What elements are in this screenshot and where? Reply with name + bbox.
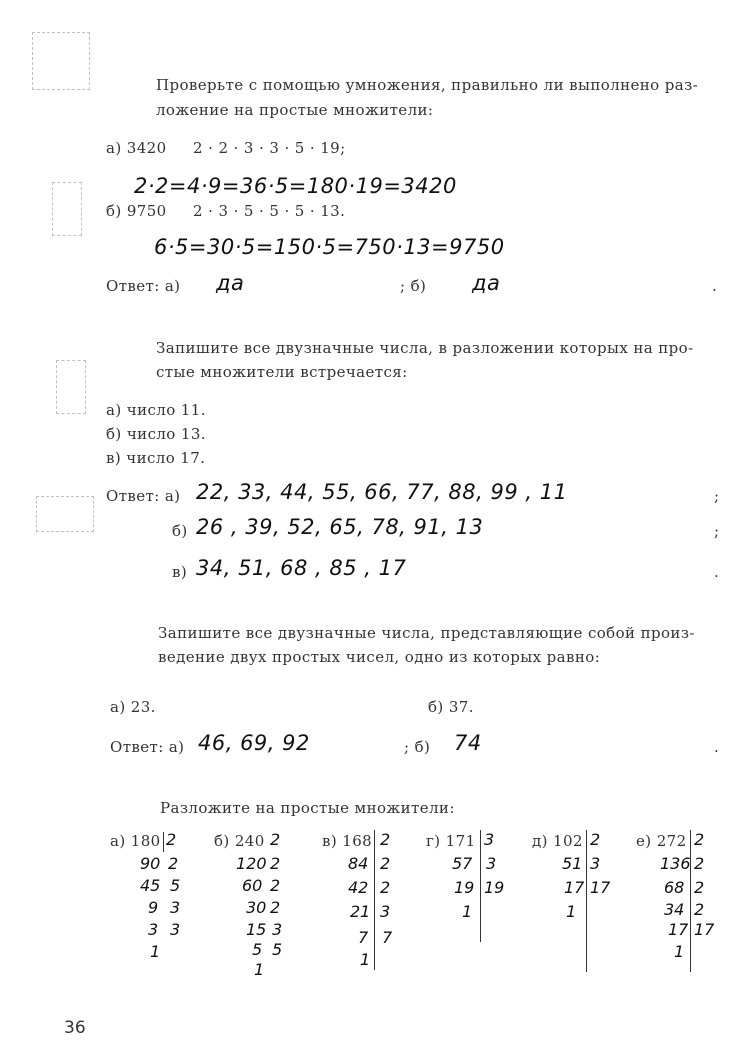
factor-divisor: 17 [590,878,611,897]
factor-column-label: г) 171 [426,832,476,850]
factor-quotient: 45 [140,876,161,895]
factor-divisor: 5 [170,876,181,895]
factor-divisor: 17 [694,920,715,939]
factor-divisor: 2 [380,854,391,873]
task1-answer-a: да [216,271,245,295]
task2-answer-b: 26 , 39, 52, 65, 78, 91, 13 [196,515,484,539]
task1-a-expression: 2 · 2 · 3 · 3 · 5 · 19; [193,139,346,157]
factor-quotient: 1 [360,950,371,969]
factor-column-label: б) 240 [214,832,265,850]
factor-divisor: 3 [170,898,181,917]
factor-quotient: 9 [148,898,159,917]
factor-divisor: 2 [694,878,705,897]
task1-b-label: б) 9750 [106,202,167,220]
page-number: 36 [64,1018,86,1038]
task1-b-handwritten-check: 6·5=30·5=150·5=750·13=9750 [154,235,505,259]
margin-icon-lower [56,360,86,414]
factor-quotient: 17 [564,878,585,897]
task2-answer-c-end: . [714,563,720,581]
task1-answer-separator: ; б) [400,277,427,295]
factor-divider-line [163,832,164,852]
task1-answer-label: Ответ: а) [106,277,181,295]
factor-quotient: 21 [350,902,371,921]
task1-title-line2: ложение на простые множители: [156,101,434,119]
factor-first-divisor: 2 [694,830,705,849]
factor-quotient: 30 [246,898,267,917]
factor-divisor: 3 [272,920,283,939]
factor-quotient: 1 [462,902,473,921]
factor-divisor: 3 [170,920,181,939]
task2-item-c: в) число 17. [106,449,206,467]
factor-first-divisor: 3 [484,830,495,849]
factor-quotient: 15 [246,920,267,939]
factor-quotient: 1 [254,960,265,979]
factor-quotient: 34 [664,900,685,919]
task1-b-expression: 2 · 3 · 5 · 5 · 5 · 13. [193,202,346,220]
factor-column-label: е) 272 [636,832,687,850]
factor-divider-line [690,830,691,972]
task2-item-a: а) число 11. [106,401,206,419]
factor-first-divisor: 2 [270,830,281,849]
factor-quotient: 60 [242,876,263,895]
task2-answer-b-end: ; [714,522,720,540]
factor-quotient: 19 [454,878,475,897]
factor-divisor: 5 [272,940,283,959]
factor-divider-line [480,830,481,942]
task3-answer-separator: ; б) [404,738,431,756]
factor-quotient: 1 [674,942,685,961]
task2-answer-a-end: ; [714,487,720,505]
factor-quotient: 68 [664,878,685,897]
factor-column-label: а) 180 [110,832,161,850]
factor-quotient: 1 [150,942,161,961]
margin-icon-bottom [36,496,94,532]
factor-divisor: 2 [694,900,705,919]
task2-answer-label: Ответ: а) [106,487,181,505]
factor-quotient: 120 [236,854,267,873]
task3-title-line2: ведение двух простых чисел, одно из которых равно: [158,648,601,666]
factor-quotient: 90 [140,854,161,873]
task3-answer-label: Ответ: а) [110,738,185,756]
task3-item-b: б) 37. [428,698,474,716]
factor-quotient: 57 [452,854,473,873]
factor-column-label: в) 168 [322,832,373,850]
task1-answer-b: да [472,271,501,295]
factor-divisor: 3 [590,854,601,873]
factor-quotient: 84 [348,854,369,873]
task4-title: Разложите на простые множители: [160,799,455,817]
task2-item-b: б) число 13. [106,425,206,443]
factor-divider-line [586,830,587,972]
factor-divisor: 3 [380,902,391,921]
factor-divisor: 2 [270,898,281,917]
factor-first-divisor: 2 [380,830,391,849]
task2-label-b: б) [172,522,188,540]
task2-answer-c: 34, 51, 68 , 85 , 17 [196,556,407,580]
task2-title-line2: стые множители встречается: [156,363,408,381]
factor-divisor: 2 [380,878,391,897]
margin-icon-middle [52,182,82,236]
factor-quotient: 136 [660,854,691,873]
task2-answer-a: 22, 33, 44, 55, 66, 77, 88, 99 , 11 [196,480,568,504]
factor-quotient: 42 [348,878,369,897]
factor-divider-line [374,830,375,970]
task1-a-handwritten-check: 2·2=4·9=36·5=180·19=3420 [134,174,457,198]
task2-label-c: в) [172,563,188,581]
factor-quotient: 5 [252,940,263,959]
factor-quotient: 51 [562,854,583,873]
factor-quotient: 3 [148,920,159,939]
factor-divisor: 2 [694,854,705,873]
task3-answer-a: 46, 69, 92 [198,731,310,755]
task3-title-line1: Запишите все двузначные числа, представляющие собой произ- [158,624,695,642]
factor-quotient: 17 [668,920,689,939]
task3-answer-end: . [714,738,720,756]
task1-title-line1: Проверьте с помощью умножения, правильно ли выполнено раз- [156,76,699,94]
factor-divisor: 2 [168,854,179,873]
factor-divisor: 3 [486,854,497,873]
factor-first-divisor: 2 [590,830,601,849]
factor-column-label: д) 102 [532,832,583,850]
factor-divisor: 7 [382,928,393,947]
factor-quotient: 7 [358,928,369,947]
margin-icon-top [32,32,90,90]
task3-item-a: а) 23. [110,698,156,716]
task1-answer-end: . [712,277,718,295]
factor-first-divisor: 2 [166,830,177,849]
factor-divisor: 2 [270,854,281,873]
task1-a-label: а) 3420 [106,139,167,157]
factor-quotient: 1 [566,902,577,921]
task3-answer-b: 74 [454,731,482,755]
factor-divisor: 2 [270,876,281,895]
factor-divisor: 19 [484,878,505,897]
task2-title-line1: Запишите все двузначные числа, в разложении которых на про- [156,339,694,357]
